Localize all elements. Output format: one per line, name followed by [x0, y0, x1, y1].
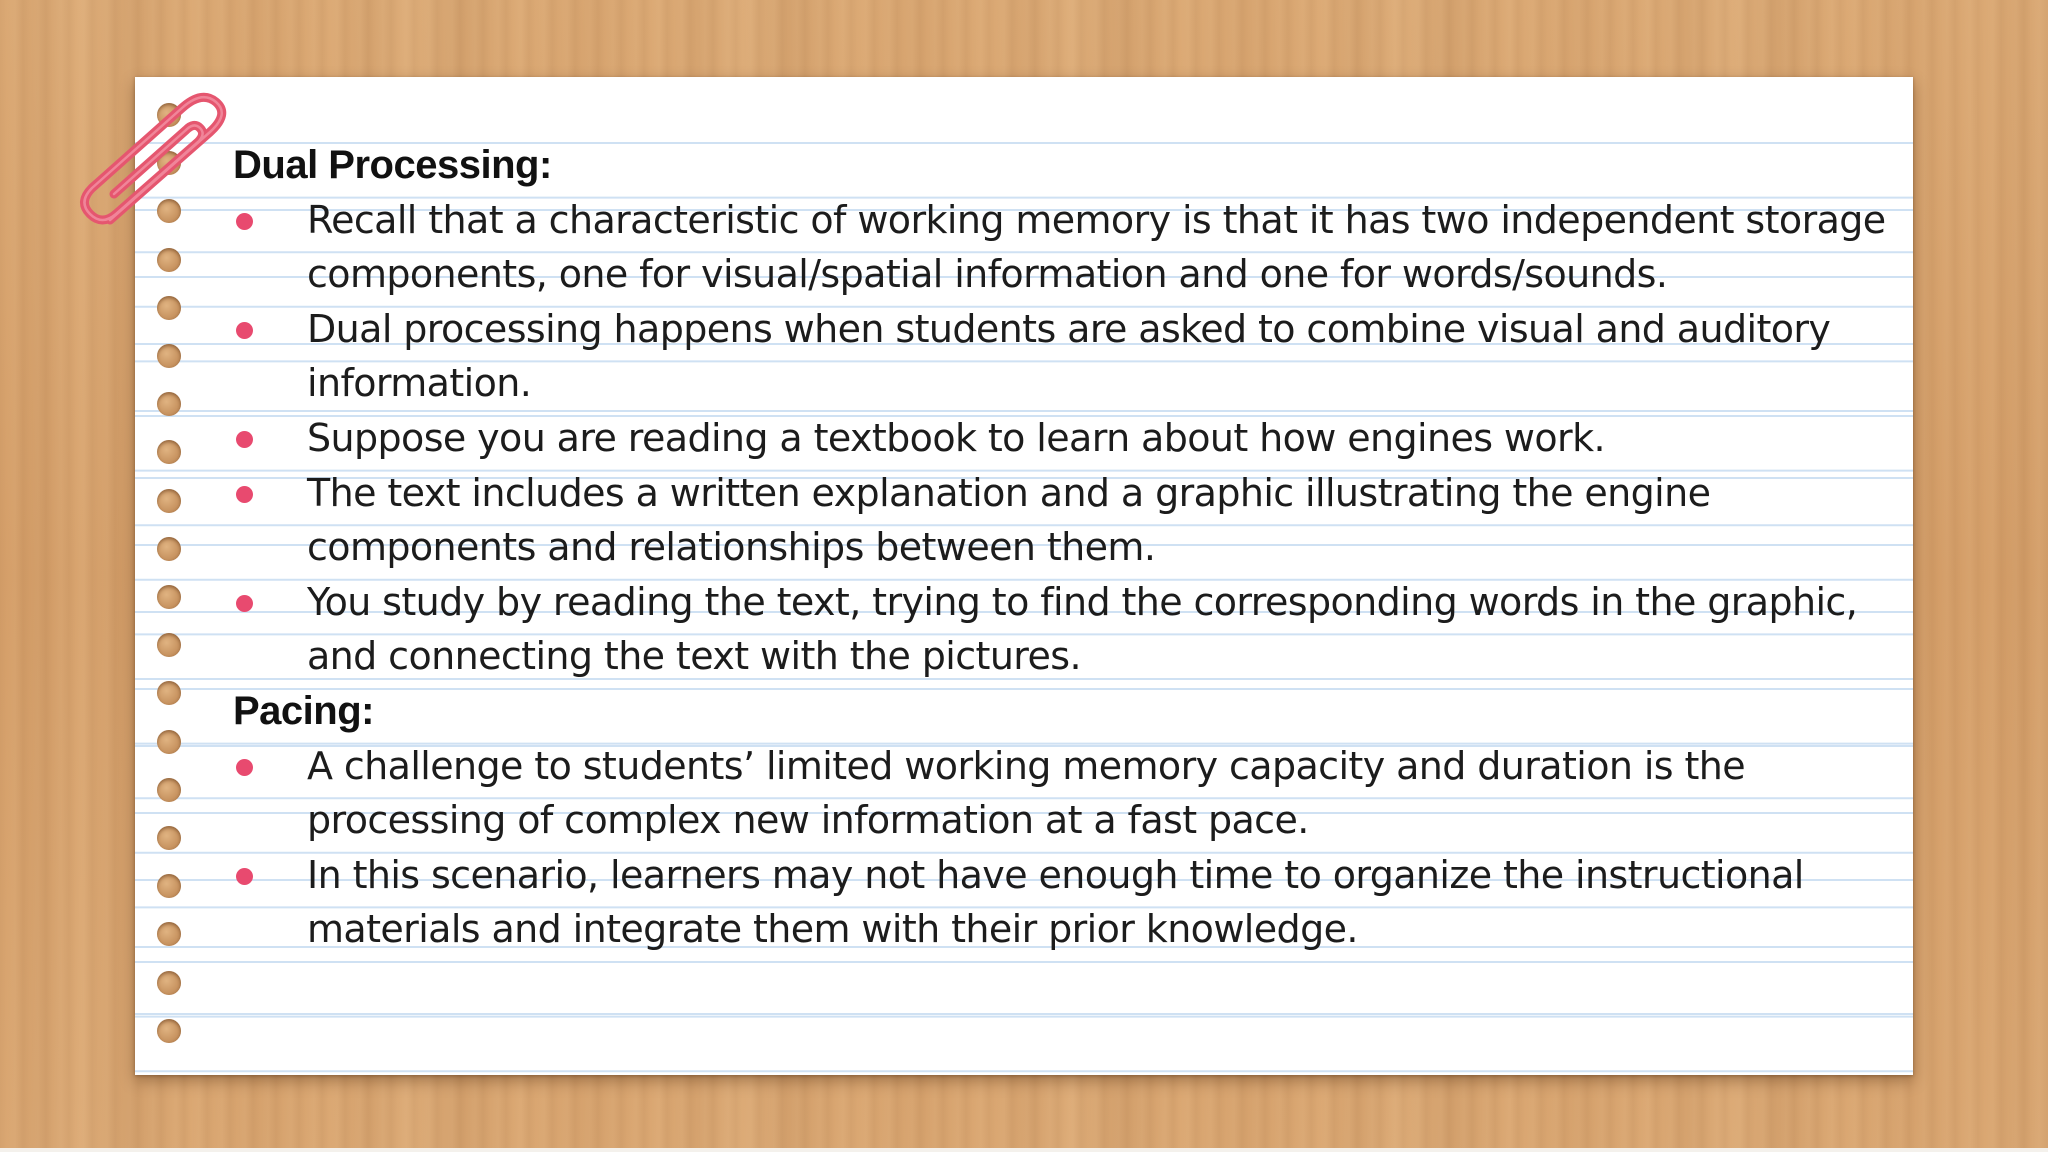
paperclip-icon — [70, 92, 240, 252]
bullet-text: Recall that a characteristic of working memory is that it has two independent storage components, one for visual/spatial information and one for words/sounds. — [307, 197, 1886, 297]
section-heading: Pacing: — [233, 688, 374, 733]
bullet-text: Dual processing happens when students are asked to combine visual and auditory information. — [307, 306, 1831, 406]
list-item — [233, 411, 1893, 466]
bullet-dot-icon — [236, 431, 253, 448]
binder-hole — [157, 826, 181, 850]
binder-hole — [157, 971, 181, 995]
section-pacing — [233, 684, 1893, 957]
binder-hole — [157, 537, 181, 561]
bullet-text: The text includes a written explanation and a graphic illustrating the engine components and relationships between them. — [307, 470, 1711, 570]
binder-hole — [157, 633, 181, 657]
binder-hole — [157, 392, 181, 416]
bullet-text: You study by reading the text, trying to find the corresponding words in the graphic, and connecting the text with the pictures. — [307, 579, 1858, 679]
bullet-text: A challenge to students’ limited working memory capacity and duration is the processing of complex new information at a fast pace. — [307, 743, 1746, 843]
binder-hole — [157, 730, 181, 754]
bullet-dot-icon — [236, 322, 253, 339]
binder-hole — [157, 874, 181, 898]
binder-hole — [157, 585, 181, 609]
bullet-dot-icon — [236, 868, 253, 885]
binder-hole — [157, 344, 181, 368]
list-item — [233, 193, 1893, 302]
list-item — [233, 848, 1893, 957]
bullet-dot-icon — [236, 486, 253, 503]
binder-hole — [157, 1019, 181, 1043]
bullet-text: Suppose you are reading a textbook to learn about how engines work. — [307, 415, 1605, 460]
slide-content — [233, 138, 1893, 957]
binder-hole — [157, 489, 181, 513]
bullet-dot-icon — [236, 213, 253, 230]
binder-hole — [157, 778, 181, 802]
section-dual-processing — [233, 138, 1893, 684]
bullet-list — [233, 193, 1893, 684]
bullet-dot-icon — [236, 759, 253, 776]
section-heading: Dual Processing: — [233, 143, 552, 187]
bottom-band — [0, 1148, 2048, 1152]
list-item — [233, 302, 1893, 411]
list-item — [233, 739, 1893, 848]
bullet-dot-icon — [236, 595, 253, 612]
list-item — [233, 575, 1893, 684]
bullet-text: In this scenario, learners may not have enough time to organize the instructional materials and integrate them with their prior knowledge. — [307, 852, 1804, 952]
bullet-list — [233, 739, 1893, 957]
binder-hole — [157, 296, 181, 320]
list-item — [233, 466, 1893, 575]
